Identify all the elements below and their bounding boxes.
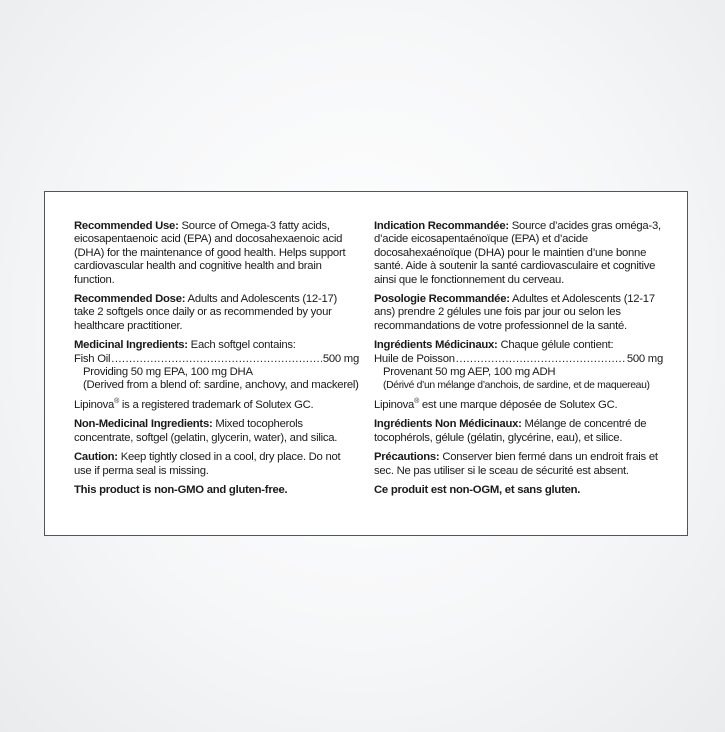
non-medicinal-text: Mixed tocopherols concentrate, softgel (gelatin, glycerin, water), and silica. xyxy=(74,418,338,444)
derived-line: (Derived from a blend of: sardine, anchovy, and mackerel) xyxy=(83,379,359,392)
recommended-use xyxy=(74,220,359,287)
non-medicinal-heading-fr: Ingrédients Non Médicinaux: xyxy=(374,418,522,431)
trademark-note xyxy=(74,399,359,412)
french-column xyxy=(374,220,663,503)
medicinal-heading: Medicinal Ingredients: xyxy=(74,339,188,352)
caution-fr xyxy=(374,451,663,478)
caution-heading: Caution: xyxy=(74,451,118,464)
providing-line-fr: Provenant 50 mg AEP, 100 mg ADH xyxy=(383,366,556,379)
registered-mark: ® xyxy=(114,398,120,406)
caution-text: Keep tightly closed in a cool, dry place. Do not use if perma seal is missing. xyxy=(74,451,341,477)
medicinal-text-fr: Chaque gélule contient: xyxy=(497,339,614,352)
medicinal-ingredients-fr xyxy=(374,339,663,393)
recommended-use-heading: Recommended Use: xyxy=(74,220,179,232)
trademark-brand: Lipinova xyxy=(74,398,115,411)
medicinal-heading-fr: Ingrédients Médicinaux: xyxy=(374,339,498,352)
leader-dots-fr xyxy=(456,353,626,366)
non-medicinal-ingredients xyxy=(74,418,359,445)
trademark-text-fr: est une marque déposée de Solutex GC. xyxy=(419,398,618,411)
medicinal-ingredients xyxy=(74,339,359,393)
trademark-text: is a registered trademark of Solutex GC. xyxy=(119,398,314,411)
non-medicinal-text-fr: Mélange de concentré de tocophérols, gélule (gélatin, glycérine, eau), et silice. xyxy=(374,418,647,444)
ingredient-amount: 500 mg xyxy=(322,352,359,365)
derived-line-fr: (Dérivé d’un mélange d’anchois, de sardine, et de maquereau) xyxy=(383,380,650,392)
caution-text-fr: Conserver bien fermé dans un endroit frais et sec. Ne pas utiliser si le sceau de sécurité est absent. xyxy=(374,451,658,477)
recommended-dose-text: Adults and Adolescents (12-17) take 2 softgels once daily or as recommended by your healthcare practitioner. xyxy=(74,293,338,332)
trademark-note-fr xyxy=(374,399,663,412)
non-medicinal-heading: Non-Medicinal Ingredients: xyxy=(74,418,213,431)
gmo-statement-fr: Ce produit est non-OGM, et sans gluten. xyxy=(374,483,581,496)
caution xyxy=(74,451,359,478)
recommended-use-heading-fr: Indication Recommandée: xyxy=(374,220,509,232)
ingredient-name: Fish Oil xyxy=(74,352,111,365)
ingredient-row-fr xyxy=(374,353,663,366)
recommended-use-fr xyxy=(374,220,663,287)
caution-heading-fr: Précautions: xyxy=(374,451,440,464)
ingredient-name-fr: Huile de Poisson xyxy=(374,352,455,365)
recommended-dose-heading-fr: Posologie Recommandée: xyxy=(374,293,510,306)
gmo-statement: This product is non-GMO and gluten-free. xyxy=(74,483,288,496)
leader-dots xyxy=(111,353,322,366)
recommended-use-text: Source of Omega-3 fatty acids, eicosapentaenoic acid (EPA) and docosahexaenoic acid (DHA) for the maintenance of good health. Helps support cardiovascular health and cognitive health and brain function. xyxy=(74,220,346,286)
recommended-use-text-fr: Source d’acides gras oméga-3, d’acide eicosapentaénoïque (EPA) et d’acide docosahexaénoïque (DHA) pour le maintien d’une bonne santé. Aide à soutenir la santé cardiovasculaire et cognitive ainsi que le fonctionnement du cerveau. xyxy=(374,220,661,286)
recommended-dose xyxy=(74,293,359,333)
ingredient-amount-fr: 500 mg xyxy=(626,352,663,365)
registered-mark-fr: ® xyxy=(414,398,420,406)
ingredient-row xyxy=(74,353,359,366)
recommended-dose-fr xyxy=(374,293,663,333)
medicinal-text: Each softgel contains: xyxy=(187,339,296,352)
recommended-dose-heading: Recommended Dose: xyxy=(74,293,186,306)
providing-line: Providing 50 mg EPA, 100 mg DHA xyxy=(83,366,253,379)
non-medicinal-ingredients-fr xyxy=(374,418,663,445)
product-label-panel xyxy=(44,191,688,536)
recommended-dose-text-fr: Adultes et Adolescents (12-17 ans) prendre 2 gélules une fois par jour ou selon les recommandations de votre professionnel de la santé. xyxy=(374,293,655,332)
english-column xyxy=(74,220,359,503)
trademark-brand-fr: Lipinova xyxy=(374,398,415,411)
